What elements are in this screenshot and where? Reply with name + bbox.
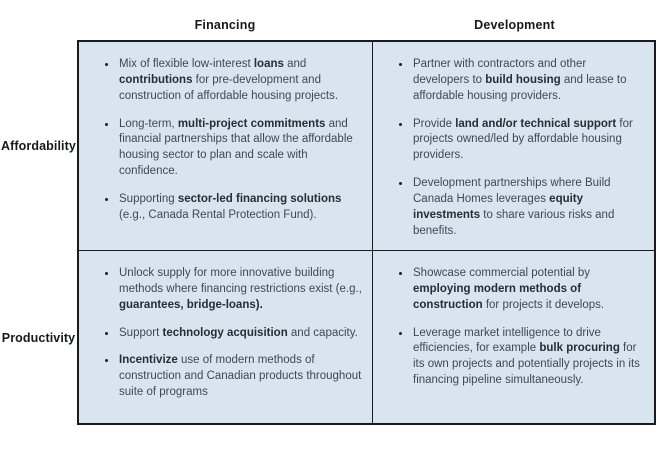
bullet-text: (e.g., Canada Rental Protection Fund). <box>119 208 317 221</box>
bullet-text-bold: loans <box>253 58 284 70</box>
bullet-text: and lease to affordable housing providers. <box>413 73 627 102</box>
bullet-text: and financial partnerships that allow the affordable housing sector to plan and scale with confidence. <box>119 117 353 178</box>
bullet-text-bold: multi-project commitments <box>177 117 326 130</box>
bullet-item <box>117 326 362 342</box>
bullet-text: Long-term, <box>119 117 178 130</box>
bullet-item <box>117 353 362 401</box>
column-header-financing: Financing <box>194 18 256 32</box>
bullet-text: Development partnerships where Build Canada Homes leverages <box>413 177 611 206</box>
bullet-item <box>411 266 644 314</box>
bullet-text: for pre-development and construction of affordable housing projects. <box>119 73 339 102</box>
bullet-list <box>79 57 362 224</box>
bullet-item <box>117 57 362 105</box>
cell-affordability-development <box>373 40 656 251</box>
bullet-text: and capacity. <box>287 326 358 339</box>
corner-spacer <box>0 0 77 40</box>
bullet-text-bold: bulk procuring <box>539 342 620 355</box>
bullet-text-bold: equity investments <box>413 193 584 221</box>
bullet-item <box>117 266 362 314</box>
bullet-text-bold: guarantees, bridge-loans). <box>119 298 263 311</box>
cell-productivity-development <box>373 251 656 425</box>
bullet-text: Partner with contractors and other developers to <box>413 58 587 86</box>
column-header-development: Development <box>474 18 555 32</box>
bullet-list <box>373 266 644 389</box>
bullet-text-bold: sector-led financing solutions <box>177 193 342 206</box>
bullet-text: for its own projects and potentially projects in its financing pipeline simultaneously. <box>413 342 640 387</box>
bullet-item <box>411 57 644 105</box>
bullet-text: Mix of flexible low-interest <box>119 58 254 70</box>
bullet-item <box>411 326 644 389</box>
bullet-item <box>117 192 362 224</box>
bullet-item <box>411 176 644 239</box>
bullet-text-bold: contributions <box>119 73 193 86</box>
bullet-item <box>411 117 644 165</box>
bullet-text: Showcase commercial potential by <box>413 267 591 279</box>
cell-affordability-financing <box>77 40 373 251</box>
bullet-text: Support <box>119 326 163 339</box>
bullet-item <box>117 117 362 180</box>
cell-productivity-financing <box>77 251 373 425</box>
bullet-text-bold: build housing <box>485 73 561 86</box>
bullet-text: Unlock supply for more innovative building methods where financing restrictions exist (e.g., <box>119 267 362 295</box>
bullet-text: use of modern methods of construction and Canadian products throughout suite of programs <box>119 354 362 399</box>
bullet-text-bold: employing modern methods of construction <box>413 282 582 311</box>
bullet-text: for projects owned/led by affordable housing providers. <box>413 117 633 162</box>
bullet-text: Supporting <box>119 193 178 206</box>
bullet-text: to share various risks and benefits. <box>413 208 615 237</box>
row-label-affordability: Affordability <box>1 138 76 153</box>
bullet-text: and <box>283 58 307 70</box>
bullet-text-bold: technology acquisition <box>162 326 288 339</box>
bullet-list <box>79 266 362 401</box>
bullet-text: Provide <box>413 117 456 130</box>
bullet-list <box>373 57 644 240</box>
bullet-text: Leverage market intelligence to drive efficiencies, for example <box>413 326 601 355</box>
bullet-text: for projects it develops. <box>482 298 605 311</box>
row-label-productivity: Productivity <box>1 331 76 345</box>
bullet-text-bold: Incentivize <box>119 354 178 367</box>
bullet-text-bold: land and/or technical support <box>455 117 617 130</box>
